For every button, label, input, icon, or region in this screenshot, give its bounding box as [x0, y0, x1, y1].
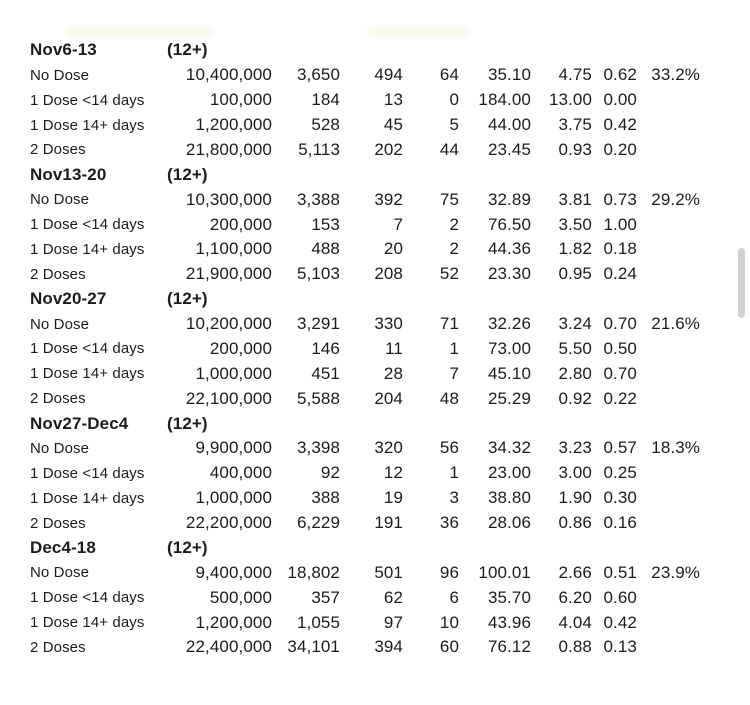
table-row	[30, 386, 700, 411]
table-row	[30, 312, 700, 337]
table-cell: 0.18	[603, 239, 637, 259]
table-cell: 0.22	[603, 388, 637, 408]
table-cell: 0.60	[603, 587, 637, 607]
table-cell: 1,200,000	[195, 612, 272, 632]
table-cell: 357	[311, 587, 340, 607]
table-cell: 10,300,000	[185, 189, 272, 209]
table-cell: 0.62	[603, 65, 637, 85]
table-cell: 3.24	[558, 314, 592, 334]
table-cell: 6.20	[558, 587, 592, 607]
table-row	[30, 187, 700, 212]
age-group-label: (12+)	[167, 289, 208, 309]
table-cell: 388	[311, 488, 340, 508]
table-cell: 21,800,000	[185, 139, 272, 159]
table-cell: 76.50	[487, 214, 531, 234]
table-cell: 0.20	[603, 139, 637, 159]
table-cell: 56	[439, 438, 459, 458]
table-cell: 200,000	[209, 214, 272, 234]
age-group-label: (12+)	[167, 40, 208, 60]
table-cell: 34.32	[487, 438, 531, 458]
table-cell: 35.70	[487, 587, 531, 607]
table-cell: 0.51	[603, 562, 637, 582]
table-cell: 0.50	[603, 338, 637, 358]
table-cell: 32.26	[487, 314, 531, 334]
table-cell: 0.25	[603, 463, 637, 483]
table-cell: 2.66	[558, 562, 592, 582]
table-cell: 52	[439, 264, 459, 284]
table-cell: 1,200,000	[195, 115, 272, 135]
table-cell: 21.6%	[651, 314, 700, 334]
section-header-row	[30, 536, 700, 561]
row-label: 2 Doses	[30, 514, 86, 532]
table-cell: 0	[449, 90, 459, 110]
table-cell: 6	[449, 587, 459, 607]
table-cell: 501	[374, 562, 403, 582]
table-cell: 3,291	[296, 314, 340, 334]
table-row	[30, 138, 700, 163]
table-row	[30, 436, 700, 461]
table-cell: 23.30	[487, 264, 531, 284]
row-label: No Dose	[30, 564, 90, 582]
table-cell: 75	[439, 189, 459, 209]
highlight-remnant	[368, 27, 468, 37]
table-cell: 45	[383, 115, 403, 135]
table-cell: 3	[449, 488, 459, 508]
table-cell: 0.93	[558, 139, 592, 159]
table-cell: 1,000,000	[195, 363, 272, 383]
row-label: 1 Dose 14+ days	[30, 489, 145, 507]
table-cell: 32.89	[487, 189, 531, 209]
table-cell: 3.50	[558, 214, 592, 234]
table-cell: 13.00	[548, 90, 592, 110]
table-cell: 0.16	[603, 513, 637, 533]
table-cell: 0.70	[603, 314, 637, 334]
period-label: Nov13-20	[30, 164, 107, 184]
table-cell: 96	[439, 562, 459, 582]
table-cell: 1,000,000	[195, 488, 272, 508]
period-label: Nov6-13	[30, 40, 97, 60]
table-cell: 29.2%	[651, 189, 700, 209]
row-label: No Dose	[30, 439, 90, 457]
row-label: 1 Dose 14+ days	[30, 614, 145, 632]
row-label: No Dose	[30, 315, 90, 333]
table-cell: 43.96	[487, 612, 531, 632]
table-cell: 3.00	[558, 463, 592, 483]
table-cell: 146	[311, 338, 340, 358]
table-cell: 22,400,000	[185, 637, 272, 657]
table-cell: 2	[449, 214, 459, 234]
period-label: Nov27-Dec4	[30, 413, 129, 433]
table-cell: 0.88	[558, 637, 592, 657]
table-cell: 23.9%	[651, 562, 700, 582]
table-cell: 5,588	[296, 388, 340, 408]
table-row	[30, 486, 700, 511]
table-cell: 100,000	[209, 90, 272, 110]
table-cell: 0.24	[603, 264, 637, 284]
table-cell: 2	[449, 239, 459, 259]
table-cell: 4.04	[558, 612, 592, 632]
table-cell: 71	[439, 314, 459, 334]
table-cell: 92	[320, 463, 340, 483]
table-cell: 320	[374, 438, 403, 458]
table-cell: 25.29	[487, 388, 531, 408]
table-cell: 6,229	[296, 513, 340, 533]
table-cell: 23.00	[487, 463, 531, 483]
table-cell: 20	[383, 239, 403, 259]
vertical-scrollbar-thumb[interactable]	[738, 248, 745, 318]
table-cell: 3,388	[296, 189, 340, 209]
table-cell: 76.12	[487, 637, 531, 657]
table-cell: 44.36	[487, 239, 531, 259]
section-header-row	[30, 162, 700, 187]
table-cell: 7	[449, 363, 459, 383]
table-cell: 100.01	[478, 562, 531, 582]
table-cell: 204	[374, 388, 403, 408]
table-cell: 1.82	[558, 239, 592, 259]
table-cell: 10,200,000	[185, 314, 272, 334]
vaccination-status-table	[30, 38, 700, 660]
table-cell: 200,000	[209, 338, 272, 358]
table-row	[30, 461, 700, 486]
age-group-label: (12+)	[167, 164, 208, 184]
table-row	[30, 511, 700, 536]
table-cell: 5,113	[298, 139, 340, 159]
table-cell: 18.3%	[651, 438, 700, 458]
highlight-remnant	[66, 27, 214, 37]
table-row	[30, 237, 700, 262]
table-row	[30, 635, 700, 660]
row-label: 1 Dose 14+ days	[30, 116, 145, 134]
table-row	[30, 63, 700, 88]
table-cell: 5	[449, 115, 459, 135]
table-cell: 62	[383, 587, 403, 607]
table-cell: 2.80	[558, 363, 592, 383]
table-cell: 0.95	[558, 264, 592, 284]
table-cell: 44.00	[487, 115, 531, 135]
table-cell: 35.10	[487, 65, 531, 85]
table-cell: 11	[385, 338, 403, 358]
table-row	[30, 113, 700, 138]
table-cell: 330	[374, 314, 403, 334]
table-cell: 1.90	[558, 488, 592, 508]
table-cell: 0.57	[603, 438, 637, 458]
table-cell: 184.00	[478, 90, 531, 110]
section-header-row	[30, 411, 700, 436]
table-cell: 1.00	[603, 214, 637, 234]
table-cell: 33.2%	[651, 65, 700, 85]
table-cell: 3.23	[558, 438, 592, 458]
table-row	[30, 560, 700, 585]
table-cell: 0.13	[603, 637, 637, 657]
table-row	[30, 361, 700, 386]
table-cell: 3,650	[296, 65, 340, 85]
table-cell: 3.75	[558, 115, 592, 135]
table-cell: 153	[311, 214, 340, 234]
row-label: 1 Dose <14 days	[30, 464, 145, 482]
table-cell: 1	[449, 463, 459, 483]
table-row	[30, 585, 700, 610]
table-cell: 22,200,000	[185, 513, 272, 533]
row-label: 2 Doses	[30, 390, 86, 408]
table-cell: 12	[383, 463, 403, 483]
table-cell: 13	[383, 90, 403, 110]
table-cell: 38.80	[487, 488, 531, 508]
table-cell: 202	[374, 139, 403, 159]
table-cell: 1	[449, 338, 459, 358]
table-cell: 0.86	[558, 513, 592, 533]
table-cell: 7	[393, 214, 403, 234]
table-cell: 10,400,000	[185, 65, 272, 85]
row-label: 2 Doses	[30, 141, 86, 159]
table-cell: 28	[383, 363, 403, 383]
table-cell: 73.00	[487, 338, 531, 358]
table-cell: 3.81	[558, 189, 592, 209]
table-cell: 0.92	[558, 388, 592, 408]
section-header-row	[30, 287, 700, 312]
table-cell: 44	[439, 139, 459, 159]
table-cell: 22,100,000	[185, 388, 272, 408]
table-cell: 500,000	[209, 587, 272, 607]
row-label: No Dose	[30, 66, 90, 84]
table-cell: 5.50	[558, 338, 592, 358]
section-header-row	[30, 38, 700, 63]
table-cell: 64	[439, 65, 459, 85]
table-cell: 0.73	[603, 189, 637, 209]
table-cell: 4.75	[558, 65, 592, 85]
table-cell: 0.70	[603, 363, 637, 383]
table-cell: 36	[439, 513, 459, 533]
table-cell: 28.06	[487, 513, 531, 533]
table-cell: 5,103	[296, 264, 340, 284]
table-cell: 9,400,000	[195, 562, 272, 582]
table-cell: 528	[311, 115, 340, 135]
row-label: 2 Doses	[30, 265, 86, 283]
row-label: 1 Dose <14 days	[30, 589, 145, 607]
table-cell: 21,900,000	[185, 264, 272, 284]
table-cell: 1,100,000	[195, 239, 272, 259]
table-cell: 451	[311, 363, 340, 383]
table-row	[30, 212, 700, 237]
row-label: 1 Dose <14 days	[30, 216, 145, 234]
table-row	[30, 337, 700, 362]
row-label: 1 Dose 14+ days	[30, 365, 145, 383]
period-label: Nov20-27	[30, 289, 107, 309]
table-cell: 0.42	[603, 115, 637, 135]
table-cell: 488	[311, 239, 340, 259]
table-cell: 1,055	[296, 612, 340, 632]
table-cell: 392	[374, 189, 403, 209]
table-cell: 45.10	[487, 363, 531, 383]
table-cell: 18,802	[287, 562, 340, 582]
table-cell: 400,000	[209, 463, 272, 483]
table-cell: 3,398	[296, 438, 340, 458]
age-group-label: (12+)	[167, 537, 208, 557]
table-cell: 19	[383, 488, 403, 508]
row-label: 1 Dose <14 days	[30, 340, 145, 358]
row-label: No Dose	[30, 191, 90, 209]
table-cell: 394	[374, 637, 403, 657]
table-cell: 184	[311, 90, 340, 110]
age-group-label: (12+)	[167, 413, 208, 433]
row-label: 1 Dose <14 days	[30, 91, 145, 109]
table-cell: 0.42	[603, 612, 637, 632]
table-cell: 0.30	[603, 488, 637, 508]
table-row	[30, 262, 700, 287]
row-label: 2 Doses	[30, 638, 86, 656]
table-row	[30, 610, 700, 635]
table-cell: 10	[439, 612, 459, 632]
table-cell: 48	[439, 388, 459, 408]
table-cell: 208	[374, 264, 403, 284]
table-row	[30, 88, 700, 113]
table-cell: 191	[374, 513, 403, 533]
table-cell: 34,101	[287, 637, 340, 657]
period-label: Dec4-18	[30, 537, 96, 557]
table-cell: 97	[383, 612, 403, 632]
table-cell: 9,900,000	[195, 438, 272, 458]
table-cell: 494	[374, 65, 403, 85]
table-cell: 23.45	[487, 139, 531, 159]
table-cell: 0.00	[603, 90, 637, 110]
table-cell: 60	[439, 637, 459, 657]
row-label: 1 Dose 14+ days	[30, 240, 145, 258]
